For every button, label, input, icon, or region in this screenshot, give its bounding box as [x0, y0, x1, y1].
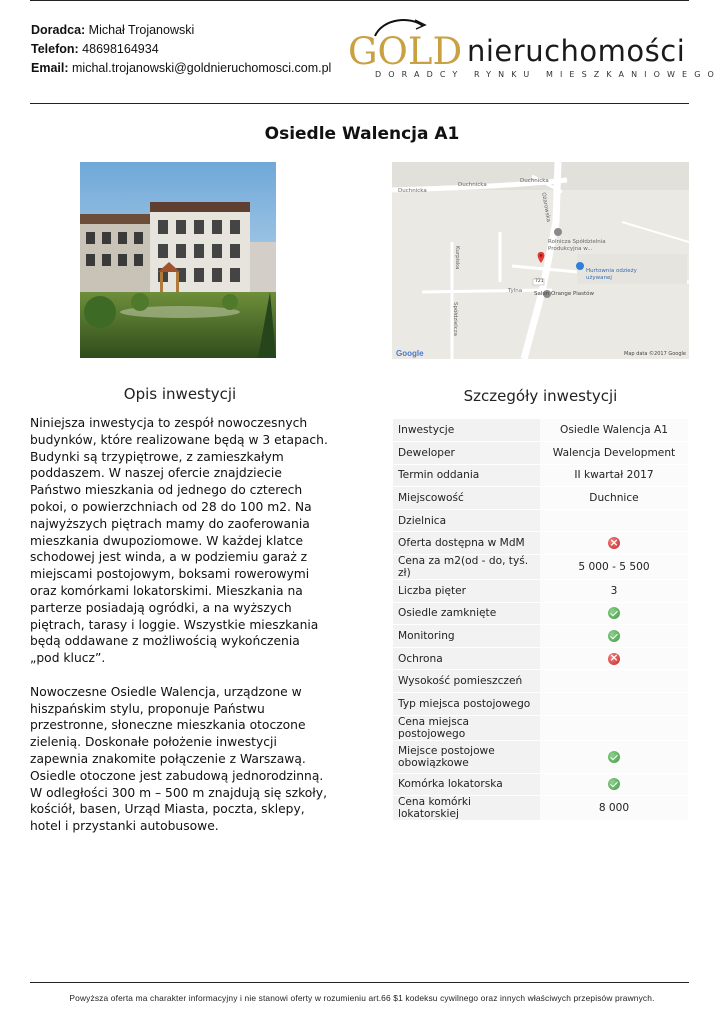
map-label-street-3: Duchnicka	[520, 178, 549, 184]
footer-divider	[30, 982, 689, 983]
details-label: Osiedle zamknięte	[393, 602, 540, 625]
details-label: Cena miejsca postojowego	[393, 715, 540, 740]
details-row	[393, 419, 688, 442]
details-row	[393, 740, 688, 773]
top-divider	[30, 0, 689, 1]
cross-icon	[608, 537, 620, 549]
legal-disclaimer: Powyższa oferta ma charakter informacyjny i nie stanowi oferty w rozumieniu art.66 $1 kodeksu cywilnego oraz innych właściwych przepisów prawnych.	[69, 993, 655, 1003]
details-row	[393, 555, 688, 580]
details-row	[393, 509, 688, 532]
details-row	[393, 693, 688, 716]
check-icon	[608, 630, 620, 642]
details-row	[393, 442, 688, 465]
details-value	[540, 670, 688, 693]
location-map[interactable]	[392, 162, 689, 359]
email-line: Email: michal.trojanowski@goldnieruchomosci.com.pl	[31, 61, 332, 75]
details-row	[393, 602, 688, 625]
details-value: Duchnice	[540, 487, 688, 510]
details-value	[540, 602, 688, 625]
details-label: Termin oddania	[393, 464, 540, 487]
check-icon	[608, 751, 620, 763]
page-title: Osiedle Walencja A1	[264, 124, 460, 144]
description-paragraph: Niniejsza inwestycja to zespół nowoczesnych budynków, które realizowane będą w 3 etapach. Budynki są trzypiętrowe, z zamieszkałym poddaszem. W naszej ofercie znajdziecie Państwo mieszkania od jednego do czterech pokoi, o powierzchniach od 28 do 100 m2. Na najwyższych piętrach mamy do zaoferowania mieszkania dwupoziomowe. W każdej klatce schodowej jest winda, a w podziemiu garaż z miejscami postojowym, boksami rowerowymi oraz komórkami lokatorskimi. Mieszkania na parterze posiadają ogródki, a na wyższych piętrach, tarasy i loggie. Wszystkie mieszkania będą oddawane z możliwością wykończenia „pod klucz”.	[30, 416, 328, 666]
details-label: Inwestycje	[393, 419, 540, 442]
details-value	[540, 509, 688, 532]
details-label: Liczba pięter	[393, 580, 540, 603]
details-row	[393, 580, 688, 603]
map-label-street-7: Tylna	[508, 288, 523, 294]
details-label: Cena za m2(od - do, tyś. zł)	[393, 555, 540, 580]
details-value: 5 000 - 5 500	[540, 555, 688, 580]
details-row	[393, 773, 688, 796]
details-label: Dzielnica	[393, 509, 540, 532]
details-value	[540, 773, 688, 796]
logo-gold-text: GOLD	[348, 30, 463, 73]
details-label: Komórka lokatorska	[393, 773, 540, 796]
details-value: 3	[540, 580, 688, 603]
map-label-street-2: Duchnicka	[458, 182, 487, 188]
description-paragraph: Nowoczesne Osiedle Walencja, urządzone w hiszpańskim stylu, proponuje Państwu przestronne, słoneczne mieszkania otoczone zielenią. Doskonałe położenie inwestycji zapewnia znakomite połączenie z Warszawą.	[30, 684, 306, 766]
check-icon	[608, 778, 620, 790]
details-label: Ochrona	[393, 647, 540, 670]
details-label: Deweloper	[393, 442, 540, 465]
check-icon	[608, 607, 620, 619]
map-label-poi-2: Hurtownia odzieży używanej	[586, 268, 637, 281]
details-value	[540, 693, 688, 716]
details-label: Cena komórki lokatorskiej	[393, 796, 540, 821]
advisor-name: Michał Trojanowski	[88, 23, 195, 37]
map-label-road-number: 721	[535, 279, 544, 284]
details-table	[393, 419, 688, 821]
details-value: Walencja Development	[540, 442, 688, 465]
details-value	[540, 647, 688, 670]
logo-brand-text: nieruchomości	[467, 34, 686, 68]
details-value	[540, 740, 688, 773]
phone-number[interactable]: 48698164934	[82, 42, 159, 56]
details-row	[393, 670, 688, 693]
details-row	[393, 715, 688, 740]
map-label-poi-3: Salon Orange Piastów	[534, 291, 595, 297]
details-label: Typ miejsca postojowego	[393, 693, 540, 716]
investment-photo	[80, 162, 276, 358]
map-credit: Map data ©2017 Google	[624, 351, 686, 357]
map-label-street-6: Spółdzielcza	[452, 302, 458, 337]
details-label: Oferta dostępna w MdM	[393, 532, 540, 555]
details-label: Monitoring	[393, 625, 540, 648]
header-divider	[30, 103, 689, 104]
map-label-street-5: Kurpiska	[454, 246, 460, 270]
google-logo: Google	[396, 349, 424, 358]
email-address[interactable]: michal.trojanowski@goldnieruchomosci.com.pl	[72, 61, 332, 75]
description-paragraph: Osiedle otoczone jest zabudową jednorodzinną. W odległości 300 m – 500 m znajdują się szkoły, kościół, basen, Urząd Miasta, poczta, sklepy, hotel i przystanki autobusowe.	[30, 768, 327, 834]
description-text	[30, 415, 330, 835]
details-value: Osiedle Walencja A1	[540, 419, 688, 442]
description-heading: Opis inwestycji	[123, 385, 237, 403]
map-label-street-1: Duchnicka	[398, 188, 427, 194]
cross-icon	[608, 653, 620, 665]
phone-line: Telefon: 48698164934	[31, 42, 159, 56]
details-row	[393, 532, 688, 555]
details-value	[540, 625, 688, 648]
details-value	[540, 532, 688, 555]
details-label: Wysokość pomieszczeń	[393, 670, 540, 693]
details-row	[393, 796, 688, 821]
advisor-line: Doradca: Michał Trojanowski	[31, 23, 195, 37]
details-label: Miejscowość	[393, 487, 540, 510]
details-value	[540, 715, 688, 740]
details-row	[393, 487, 688, 510]
company-logo	[345, 12, 721, 90]
contact-block	[31, 21, 331, 78]
logo-tagline: DORADCY RYNKU MIESZKANIOWEGO	[375, 70, 721, 79]
map-label-poi-1: Rolnicza Spółdzielnia Produkcyjna w...	[548, 239, 606, 252]
details-row	[393, 464, 688, 487]
map-label-street-4: Ożarowska	[540, 192, 552, 223]
details-row	[393, 647, 688, 670]
details-heading: Szczegóły inwestycji	[463, 387, 618, 405]
details-label: Miejsce postojowe obowiązkowe	[393, 740, 540, 773]
details-value: 8 000	[540, 796, 688, 821]
details-value: II kwartał 2017	[540, 464, 688, 487]
details-row	[393, 625, 688, 648]
